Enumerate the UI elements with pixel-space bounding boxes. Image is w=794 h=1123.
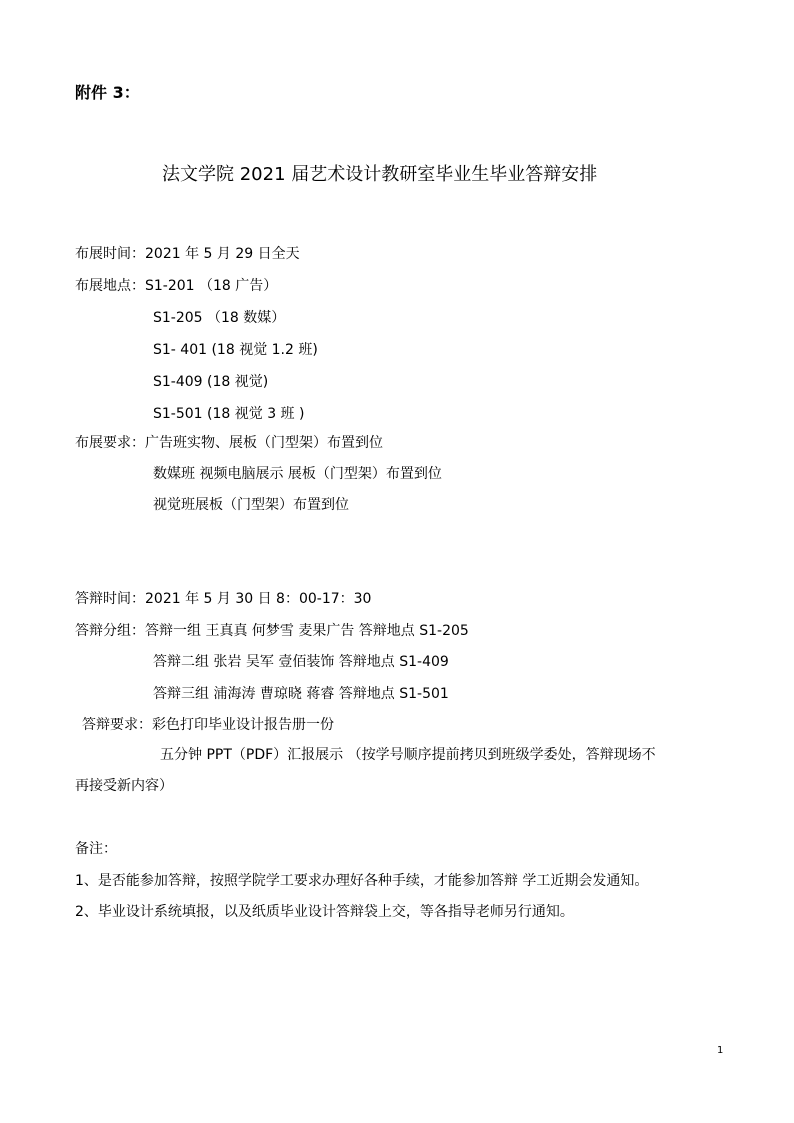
document-title: 法文学院 2021 届艺术设计教研室毕业生毕业答辩安排 bbox=[162, 164, 598, 185]
exhibition-location-line: S1-409 (18 视觉) bbox=[153, 374, 269, 390]
defense-requirement-line: 再接受新内容） bbox=[75, 778, 173, 794]
note-item: 2、毕业设计系统填报，以及纸质毕业设计答辩袋上交，等各指导老师另行通知。 bbox=[75, 904, 574, 920]
defense-group-line: 答辩三组 浦海涛 曹琼晓 蒋睿 答辩地点 S1-501 bbox=[153, 686, 449, 702]
defense-requirement-line: 答辩要求：彩色打印毕业设计报告册一份 bbox=[82, 717, 334, 733]
exhibition-location-line: 布展地点：S1-201 （18 广告） bbox=[75, 278, 278, 294]
exhibition-requirement-line: 数媒班 视频电脑展示 展板（门型架）布置到位 bbox=[153, 466, 442, 482]
page-number: 1 bbox=[717, 1045, 724, 1056]
note-item: 1、是否能参加答辩，按照学院学工要求办理好各种手续，才能参加答辩 学工近期会发通知。 bbox=[75, 873, 649, 889]
exhibition-requirement-line: 布展要求：广告班实物、展板（门型架）布置到位 bbox=[75, 435, 383, 451]
defense-group-line: 答辩二组 张岩 吴军 壹佰装饰 答辩地点 S1-409 bbox=[153, 654, 449, 670]
exhibition-location-line: S1-205 （18 数媒） bbox=[153, 310, 286, 326]
defense-requirement-line: 五分钟 PPT（PDF）汇报展示 （按学号顺序提前拷贝到班级学委处，答辩现场不 bbox=[160, 747, 656, 763]
exhibition-location-line: S1-501 (18 视觉 3 班 ) bbox=[153, 406, 305, 422]
defense-time: 答辩时间：2021 年 5 月 30 日 8：00-17：30 bbox=[75, 591, 372, 607]
exhibition-time: 布展时间：2021 年 5 月 29 日全天 bbox=[75, 246, 300, 262]
defense-group-line: 答辩分组：答辩一组 王真真 何梦雪 麦果广告 答辩地点 S1-205 bbox=[75, 623, 469, 639]
exhibition-requirement-line: 视觉班展板（门型架）布置到位 bbox=[153, 497, 349, 513]
attachment-label: 附件 3： bbox=[75, 83, 140, 102]
notes-heading: 备注： bbox=[75, 841, 117, 857]
exhibition-location-line: S1- 401 (18 视觉 1.2 班) bbox=[153, 342, 318, 358]
